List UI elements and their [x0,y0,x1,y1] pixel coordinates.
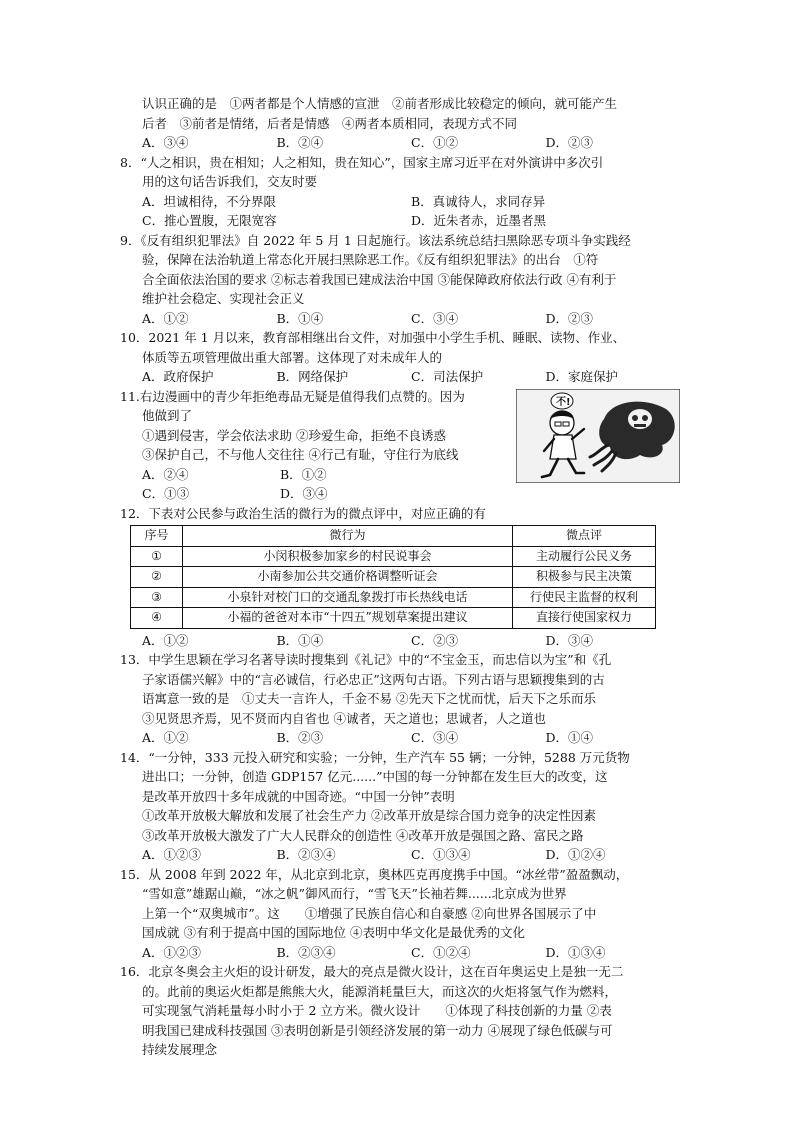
option-a[interactable]: A．坦诚相待，不分界限 [142,193,277,209]
option-a[interactable]: A．①② [142,310,189,326]
question-16-line: 明我国已建成科技强国 ③表明创新是引领经济发展的第一动力 ④展现了绿色低碳与可 [142,1022,613,1038]
question-8-options [120,192,680,212]
question-8-options [120,211,680,231]
table-cell: 小福的爸爸对本市“十四五”规划草案提出建议 [183,608,513,629]
question-16-line: 16．北京冬奥会主火炬的设计研发，最大的亮点是微火设计，这在百年奥运史上是独一无二 [120,964,624,979]
question-15-line: 国成就 ③有利于提高中国的国际地位 ④表明中华文化是最优秀的文化 [142,925,525,940]
table-cell: 小闵积极参加家乡的村民说事会 [183,546,513,567]
cartoon-image [516,389,680,483]
option-b[interactable]: B．②③④ [276,944,336,960]
question-11-options [120,484,680,504]
option-a[interactable]: A．①②③ [142,944,202,960]
question-10-line: 体质等五项管理做出重大部署。这体现了对未成年人的 [142,349,443,365]
question-13-line: 子家语儒兴解》中的“言必诚信，行必忠正”这两句古语。下列古语与思颖搜集到的古 [142,671,605,687]
option-a[interactable]: A．政府保护 [142,369,214,384]
question-9-options [120,309,680,329]
table-cell: 积极参与民主决策 [513,567,656,588]
table-cell: 主动履行公民义务 [513,546,656,567]
question-13 [120,650,680,748]
question-8 [120,153,680,231]
question-12 [120,504,680,651]
question-14-line: ③改革开放极大激发了广大人民群众的创造性 ④改革开放是强国之路、富民之路 [142,827,584,843]
table-cell: 直接行使国家权力 [513,608,656,629]
question-14-line: 14．“一分钟，333 元投入研究和实验；一分钟，生产汽车 55 辆；一分钟，5288 万元货物 [120,749,630,765]
question-14-line: 是改革开放四十多年成就的中国奇迹。“中国一分钟”表明 [142,788,455,804]
question-15-line: 15．从 2008 年到 2022 年，从北京到北京，奥林匹克再度携手中国。“冰丝带”盈盈飘动， [120,866,629,882]
question-13-options [120,728,680,748]
question-10 [120,328,680,387]
option-d[interactable]: D．①③④ [545,944,606,960]
table-cell: ① [131,546,183,567]
option-d[interactable]: D．①④ [545,730,594,745]
question-15-options [120,943,680,963]
table-cell: ③ [131,587,183,608]
question-16-line: 持续发展理念 [142,1042,218,1057]
cartoon-speech: 不! [556,396,571,408]
question-list [120,94,680,1060]
question-15 [120,865,680,963]
question-9-line: 验，保障在法治轨道上常态化开展扫黑除恶工作。《反有组织犯罪法》的出台 ①符 [142,252,599,267]
question-9-line: 9．《反有组织犯罪法》自 2022 年 5 月 1 日起施行。该法系统总结扫黑除恶专项斗争实践经 [120,232,631,248]
option-d[interactable]: D．①②④ [545,847,606,862]
question-9 [120,231,680,329]
question-7-line: 认识正确的是 ①两者都是个人情感的宣泄 ②前者形成比较稳定的倾向，就可能产生 [142,96,618,111]
question-14-options [120,845,680,865]
option-b[interactable]: B．②③④ [276,847,336,862]
question-11-line: 11.右边漫画中的青少年拒绝毒品无疑是值得我们点赞的。因为 [120,388,465,404]
option-d[interactable]: D．近朱者赤，近墨者黑 [411,213,547,228]
question-13-line: ③见贤思齐焉，见不贤而内自省也 ④诚者，天之道也；思诚者，人之道也 [142,710,546,726]
question-9-line: 维护社会稳定、实现社会正义 [142,291,305,306]
question-16 [120,962,680,1060]
option-a[interactable]: A．①②③ [142,847,202,862]
table-row [131,546,656,567]
question-7 [120,94,680,153]
question-7-line: 后者 ③前者是情绪，后者是情感 ④两者本质相同，表现方式不同 [142,115,518,131]
option-c[interactable]: C．③④ [411,310,459,326]
question-12-options [120,631,680,651]
option-c[interactable]: C．司法保护 [411,369,484,384]
table-cell: 小南参加公共交通价格调整听证会 [183,567,513,588]
option-b[interactable]: B．真诚待人，求同存异 [411,193,546,209]
question-15-line: 上第一个“双奥城市”。这 ①增强了民族自信心和自豪感 ②向世界各国展示了中 [142,905,597,921]
option-b[interactable]: B．②③ [276,730,324,745]
table-header-row [131,526,656,547]
question-11-line: ③保护自己，不与他人交往往 ④行己有耻，守住行为底线 [142,447,459,462]
option-b[interactable]: B．①② [280,466,327,482]
option-b[interactable]: B．网络保护 [276,369,349,384]
option-a[interactable]: A．①② [142,632,189,648]
question-12-stem: 12．下表对公民参与政治生活的微行为的微点评中，对应正确的有 [120,505,486,521]
option-c[interactable]: C．③④ [411,730,459,745]
option-b[interactable]: B．②④ [276,135,324,150]
question-10-line: 10．2021 年 1 月以来，教育部相继出台文件，对加强中小学生手机、睡眠、读物、作业、 [120,330,626,345]
table-cell: 小泉针对校门口的交通乱象拨打市长热线电话 [183,587,513,608]
question-16-line: 的。此前的奥运火炬都是熊熊大火，能源消耗量巨大，而这次的火炬将氢气作为燃料， [142,983,618,999]
question-13-line: 13．中学生思颖在学习名著导读时搜集到《礼记》中的“不宝金玉，而忠信以为宝”和《孔 [120,652,612,667]
option-d[interactable]: D．家庭保护 [545,369,619,384]
option-b[interactable]: B．①④ [276,632,324,648]
table-row [131,587,656,608]
question-11 [120,387,680,504]
option-a[interactable]: A．②④ [142,466,189,482]
option-c[interactable]: C．①③④ [411,847,471,862]
table-header: 序号 [131,526,183,547]
question-16-line: 可实现氢气消耗量每小时小于 2 立方米。微火设计 ①体现了科技创新的力量 ②表 [142,1003,612,1018]
question-11-line: ①遇到侵害，学会依法求助 ②珍爱生命，拒绝不良诱惑 [142,427,446,443]
question-14 [120,748,680,865]
question-8-line: 8．“人之相识，贵在相知；人之相知，贵在知心”，国家主席习近平在对外演讲中多次引 [120,154,604,170]
question-12-table [130,525,656,629]
table-cell: 行使民主监督的权利 [513,587,656,608]
question-8-line: 用的这句话告诉我们，交友时要 [142,174,318,189]
table-row [131,608,656,629]
question-14-line: 进出口；一分钟，创造 GDP157 亿元......”中国的每一分钟都在发生巨大的改变，这 [142,769,608,784]
question-7-options [120,133,680,153]
table-header: 微行为 [183,526,513,547]
option-a[interactable]: A．③④ [142,135,189,150]
question-9-line: 合全面依法治国的要求 ②标志着我国已建成法治中国 ③能保障政府依法行政 ④有利于 [142,271,617,287]
question-13-line: 语寓意一致的是 ①丈夫一言许人，千金不易 ②先天下之忧而忧，后天下之乐而乐 [142,691,596,706]
option-b[interactable]: B．①④ [276,310,324,326]
option-c[interactable]: C．推心置腹，无限宽容 [142,213,277,228]
table-cell: ④ [131,608,183,629]
table-header: 微点评 [513,526,656,547]
option-c[interactable]: C．①②④ [411,944,471,960]
question-15-line: “雪如意”雄踞山巅，“冰之帆”御风而行，“雪飞天”长袖若舞......北京成为世界 [142,886,567,901]
question-11-line: 他做到了 [142,408,193,423]
option-d[interactable]: D．③④ [280,486,328,501]
option-d[interactable]: D．③④ [545,632,594,648]
option-c[interactable]: C．②③ [411,632,459,648]
option-c[interactable]: C．①② [411,135,459,150]
option-a[interactable]: A．①② [142,730,189,745]
option-d[interactable]: D．②③ [545,310,594,326]
question-14-line: ①改革开放极大解放和发展了社会生产力 ②改革开放是综合国力竞争的决定性因素 [142,808,596,823]
table-row [131,567,656,588]
option-c[interactable]: C．①③ [142,486,190,501]
table-cell: ② [131,567,183,588]
question-10-options [120,367,680,387]
option-d[interactable]: D．②③ [545,135,594,150]
